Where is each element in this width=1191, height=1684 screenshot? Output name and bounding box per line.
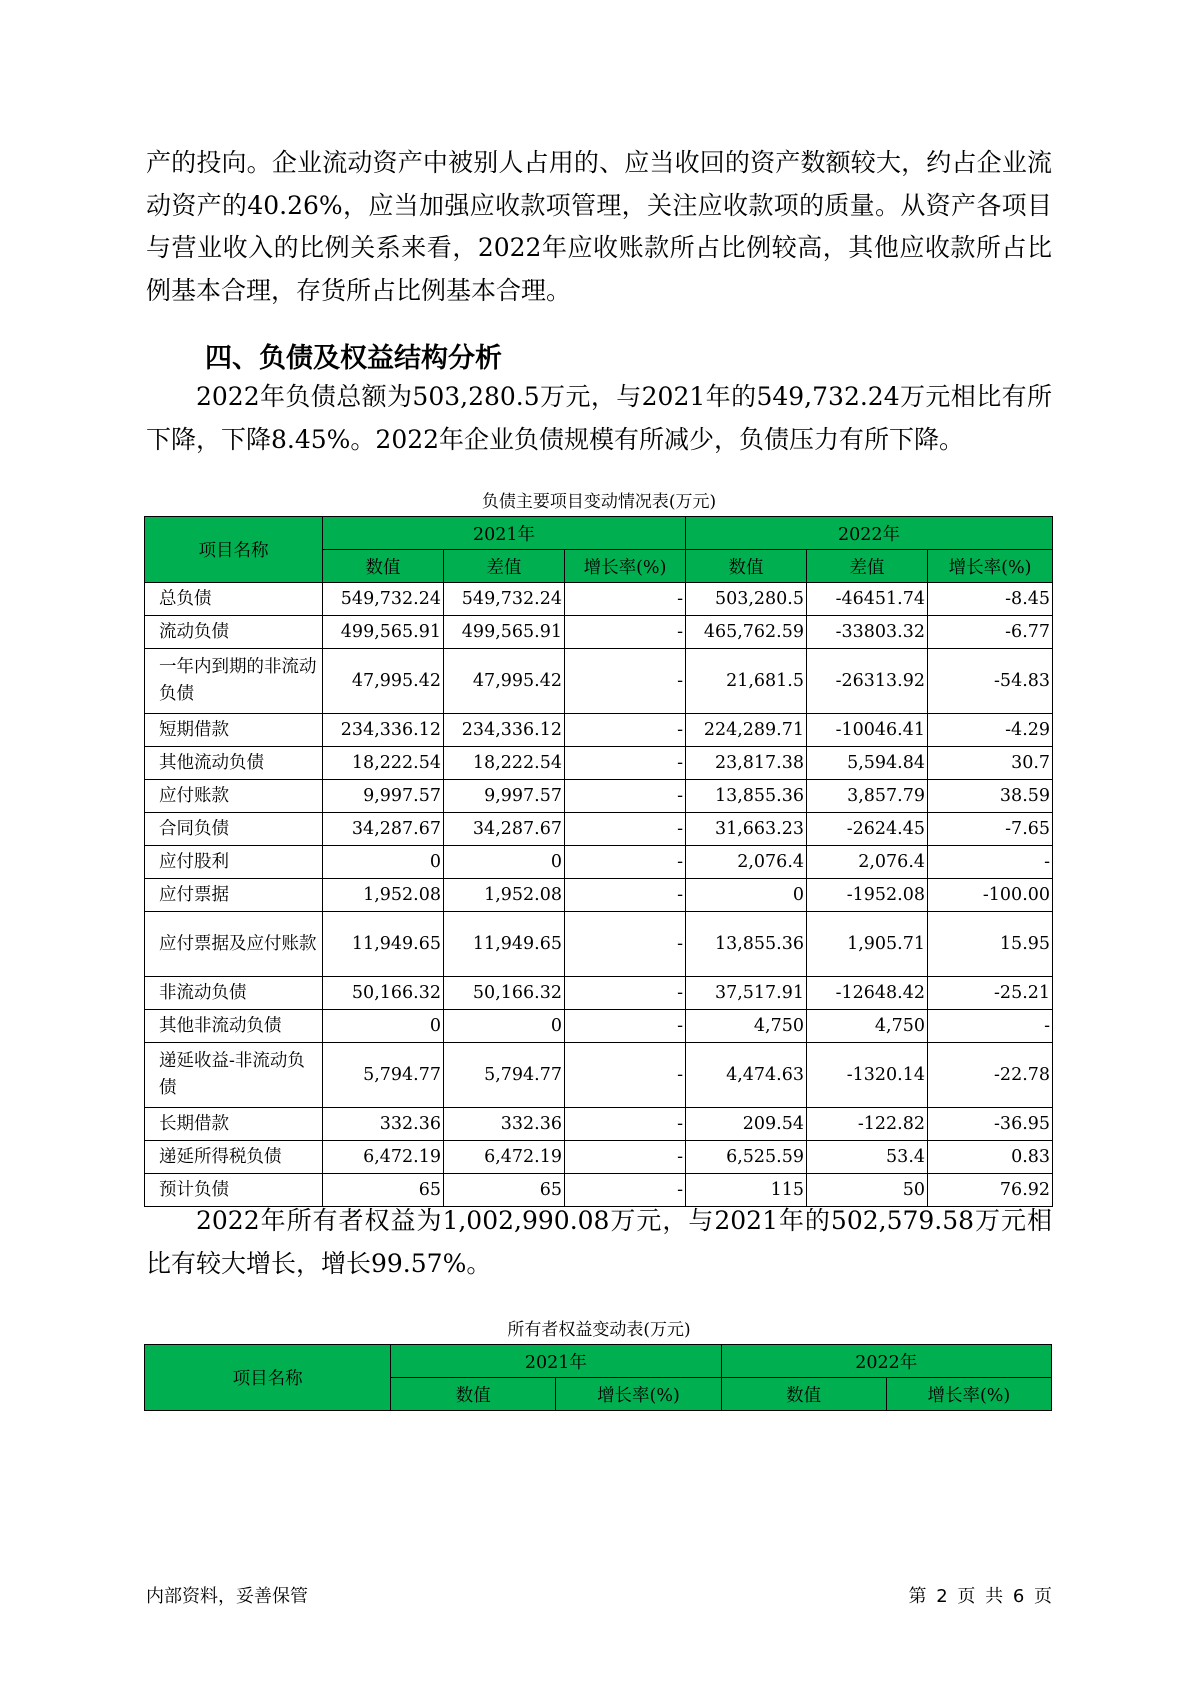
row-item-name: 递延所得税负债	[145, 1141, 323, 1174]
cell-diff-2022: -26313.92	[807, 649, 928, 714]
cell-value-2021: 34,287.67	[323, 813, 444, 846]
table-row	[145, 1141, 1053, 1174]
cell-growth-2021: -	[565, 813, 686, 846]
cell-growth-2022: 30.7	[928, 747, 1053, 780]
cell-value-2021: 47,995.42	[323, 649, 444, 714]
cell-diff-2021: 18,222.54	[444, 747, 565, 780]
cell-diff-2022: 53.4	[807, 1141, 928, 1174]
liability-table-body	[145, 583, 1053, 1207]
header-value-2021: 数值	[323, 550, 444, 583]
cell-growth-2022: -54.83	[928, 649, 1053, 714]
cell-diff-2022: 5,594.84	[807, 747, 928, 780]
equity-header-growth-2021: 增长率(%)	[556, 1378, 721, 1411]
cell-diff-2021: 1,952.08	[444, 879, 565, 912]
row-item-name: 总负债	[145, 583, 323, 616]
cell-growth-2022: -	[928, 1010, 1053, 1043]
cell-value-2021: 1,952.08	[323, 879, 444, 912]
row-item-name: 长期借款	[145, 1108, 323, 1141]
table-row	[145, 879, 1053, 912]
equity-header-value-2022: 数值	[721, 1378, 886, 1411]
footer-page-number: 第 2 页 共 6 页	[908, 1586, 1052, 1607]
table-row	[145, 780, 1053, 813]
cell-value-2021: 332.36	[323, 1108, 444, 1141]
row-item-name: 应付股利	[145, 846, 323, 879]
cell-growth-2022: 76.92	[928, 1174, 1053, 1207]
cell-growth-2022: -22.78	[928, 1043, 1053, 1108]
cell-value-2022: 4,474.63	[686, 1043, 807, 1108]
cell-value-2022: 31,663.23	[686, 813, 807, 846]
cell-growth-2021: -	[565, 1141, 686, 1174]
cell-value-2022: 37,517.91	[686, 977, 807, 1010]
cell-value-2022: 209.54	[686, 1108, 807, 1141]
cell-growth-2021: -	[565, 1010, 686, 1043]
cell-value-2022: 21,681.5	[686, 649, 807, 714]
cell-diff-2021: 50,166.32	[444, 977, 565, 1010]
equity-header-growth-2022: 增长率(%)	[886, 1378, 1051, 1411]
cell-diff-2022: -10046.41	[807, 714, 928, 747]
cell-diff-2021: 6,472.19	[444, 1141, 565, 1174]
cell-growth-2021: -	[565, 780, 686, 813]
paragraph-equity: 2022年所有者权益为1,002,990.08万元，与2021年的502,579.58万元相比有较大增长，增长99.57%。	[146, 1206, 1052, 1278]
liability-table	[144, 516, 1053, 1207]
cell-value-2022: 0	[686, 879, 807, 912]
footer-confidential-note: 内部资料，妥善保管	[146, 1586, 308, 1607]
table-row	[145, 977, 1053, 1010]
header-growth-2022: 增长率(%)	[928, 550, 1053, 583]
cell-value-2022: 6,525.59	[686, 1141, 807, 1174]
cell-diff-2022: 2,076.4	[807, 846, 928, 879]
cell-diff-2022: -122.82	[807, 1108, 928, 1141]
table-row	[145, 616, 1053, 649]
header-growth-2021: 增长率(%)	[565, 550, 686, 583]
table-row	[145, 649, 1053, 714]
paragraph-liabilities: 2022年负债总额为503,280.5万元，与2021年的549,732.24万元相比有所下降，下降8.45%。2022年企业负债规模有所减少，负债压力有所下降。	[146, 382, 1052, 454]
table-row	[145, 813, 1053, 846]
cell-diff-2021: 0	[444, 846, 565, 879]
cell-growth-2021: -	[565, 616, 686, 649]
cell-value-2021: 65	[323, 1174, 444, 1207]
table-row	[145, 583, 1053, 616]
cell-growth-2022: -8.45	[928, 583, 1053, 616]
equity-table	[144, 1344, 1052, 1411]
cell-value-2021: 0	[323, 1010, 444, 1043]
cell-diff-2021: 499,565.91	[444, 616, 565, 649]
cell-value-2021: 234,336.12	[323, 714, 444, 747]
cell-growth-2022: -36.95	[928, 1108, 1053, 1141]
row-item-name: 递延收益-非流动负债	[145, 1043, 323, 1108]
table-row	[145, 1043, 1053, 1108]
cell-value-2021: 18,222.54	[323, 747, 444, 780]
equity-header-value-2021: 数值	[391, 1378, 556, 1411]
table-row	[145, 714, 1053, 747]
cell-growth-2022: 15.95	[928, 912, 1053, 977]
row-item-name: 应付票据	[145, 879, 323, 912]
cell-value-2022: 465,762.59	[686, 616, 807, 649]
header-value-2022: 数值	[686, 550, 807, 583]
header-year-2021: 2021年	[323, 517, 686, 550]
header-item-name: 项目名称	[145, 517, 323, 583]
equity-header-year-2022: 2022年	[721, 1345, 1051, 1378]
cell-diff-2021: 47,995.42	[444, 649, 565, 714]
table-row	[145, 747, 1053, 780]
row-item-name: 一年内到期的非流动负债	[145, 649, 323, 714]
cell-diff-2021: 332.36	[444, 1108, 565, 1141]
cell-growth-2021: -	[565, 912, 686, 977]
liability-table-header-years	[145, 517, 1053, 550]
cell-value-2022: 23,817.38	[686, 747, 807, 780]
cell-growth-2021: -	[565, 1108, 686, 1141]
header-diff-2021: 差值	[444, 550, 565, 583]
cell-diff-2022: 4,750	[807, 1010, 928, 1043]
row-item-name: 应付票据及应付账款	[145, 912, 323, 977]
cell-diff-2022: -46451.74	[807, 583, 928, 616]
cell-growth-2021: -	[565, 879, 686, 912]
row-item-name: 其他流动负债	[145, 747, 323, 780]
cell-growth-2021: -	[565, 846, 686, 879]
cell-growth-2022: -7.65	[928, 813, 1053, 846]
table-row	[145, 846, 1053, 879]
cell-growth-2022: -100.00	[928, 879, 1053, 912]
cell-value-2021: 6,472.19	[323, 1141, 444, 1174]
table-row	[145, 1010, 1053, 1043]
row-item-name: 非流动负债	[145, 977, 323, 1010]
cell-diff-2021: 11,949.65	[444, 912, 565, 977]
row-item-name: 流动负债	[145, 616, 323, 649]
header-diff-2022: 差值	[807, 550, 928, 583]
cell-diff-2022: 3,857.79	[807, 780, 928, 813]
cell-growth-2021: -	[565, 1174, 686, 1207]
row-item-name: 应付账款	[145, 780, 323, 813]
cell-diff-2021: 34,287.67	[444, 813, 565, 846]
cell-diff-2021: 65	[444, 1174, 565, 1207]
cell-growth-2022: 0.83	[928, 1141, 1053, 1174]
cell-growth-2021: -	[565, 714, 686, 747]
cell-growth-2022: 38.59	[928, 780, 1053, 813]
table-row	[145, 912, 1053, 977]
cell-growth-2022: -	[928, 846, 1053, 879]
cell-value-2022: 224,289.71	[686, 714, 807, 747]
cell-diff-2021: 234,336.12	[444, 714, 565, 747]
cell-growth-2022: -4.29	[928, 714, 1053, 747]
cell-value-2022: 2,076.4	[686, 846, 807, 879]
equity-header-year-2021: 2021年	[391, 1345, 721, 1378]
cell-diff-2021: 9,997.57	[444, 780, 565, 813]
cell-value-2021: 11,949.65	[323, 912, 444, 977]
cell-value-2022: 13,855.36	[686, 912, 807, 977]
cell-value-2021: 5,794.77	[323, 1043, 444, 1108]
cell-value-2022: 503,280.5	[686, 583, 807, 616]
cell-value-2022: 4,750	[686, 1010, 807, 1043]
cell-diff-2022: 50	[807, 1174, 928, 1207]
cell-value-2021: 0	[323, 846, 444, 879]
cell-growth-2021: -	[565, 649, 686, 714]
cell-value-2021: 50,166.32	[323, 977, 444, 1010]
cell-diff-2022: -33803.32	[807, 616, 928, 649]
equity-header-item-name: 项目名称	[145, 1345, 391, 1411]
row-item-name: 合同负债	[145, 813, 323, 846]
cell-growth-2021: -	[565, 977, 686, 1010]
cell-diff-2022: -1952.08	[807, 879, 928, 912]
row-item-name: 其他非流动负债	[145, 1010, 323, 1043]
cell-diff-2022: 1,905.71	[807, 912, 928, 977]
cell-growth-2022: -6.77	[928, 616, 1053, 649]
cell-diff-2022: -1320.14	[807, 1043, 928, 1108]
equity-table-caption: 所有者权益变动表(万元)	[507, 1320, 691, 1340]
cell-value-2021: 9,997.57	[323, 780, 444, 813]
cell-diff-2022: -12648.42	[807, 977, 928, 1010]
cell-growth-2021: -	[565, 583, 686, 616]
cell-growth-2021: -	[565, 1043, 686, 1108]
cell-value-2021: 549,732.24	[323, 583, 444, 616]
header-year-2022: 2022年	[686, 517, 1053, 550]
cell-diff-2022: -2624.45	[807, 813, 928, 846]
cell-value-2022: 13,855.36	[686, 780, 807, 813]
row-item-name: 预计负债	[145, 1174, 323, 1207]
equity-table-header-years	[145, 1345, 1052, 1378]
row-item-name: 短期借款	[145, 714, 323, 747]
cell-diff-2021: 0	[444, 1010, 565, 1043]
cell-diff-2021: 5,794.77	[444, 1043, 565, 1108]
table-row	[145, 1108, 1053, 1141]
cell-value-2022: 115	[686, 1174, 807, 1207]
section-heading: 四、负债及权益结构分析	[205, 343, 502, 374]
cell-growth-2021: -	[565, 747, 686, 780]
paragraph-assets-summary: 产的投向。企业流动资产中被别人占用的、应当收回的资产数额较大，约占企业流动资产的40.26%，应当加强应收款项管理，关注应收款项的质量。从资产各项目与营业收入的比例关系来看，2022年应收账款所占比例较高，其他应收款所占比例基本合理，存货所占比例基本合理。	[146, 148, 1052, 305]
liability-table-caption: 负债主要项目变动情况表(万元)	[481, 492, 717, 512]
cell-value-2021: 499,565.91	[323, 616, 444, 649]
cell-growth-2022: -25.21	[928, 977, 1053, 1010]
cell-diff-2021: 549,732.24	[444, 583, 565, 616]
